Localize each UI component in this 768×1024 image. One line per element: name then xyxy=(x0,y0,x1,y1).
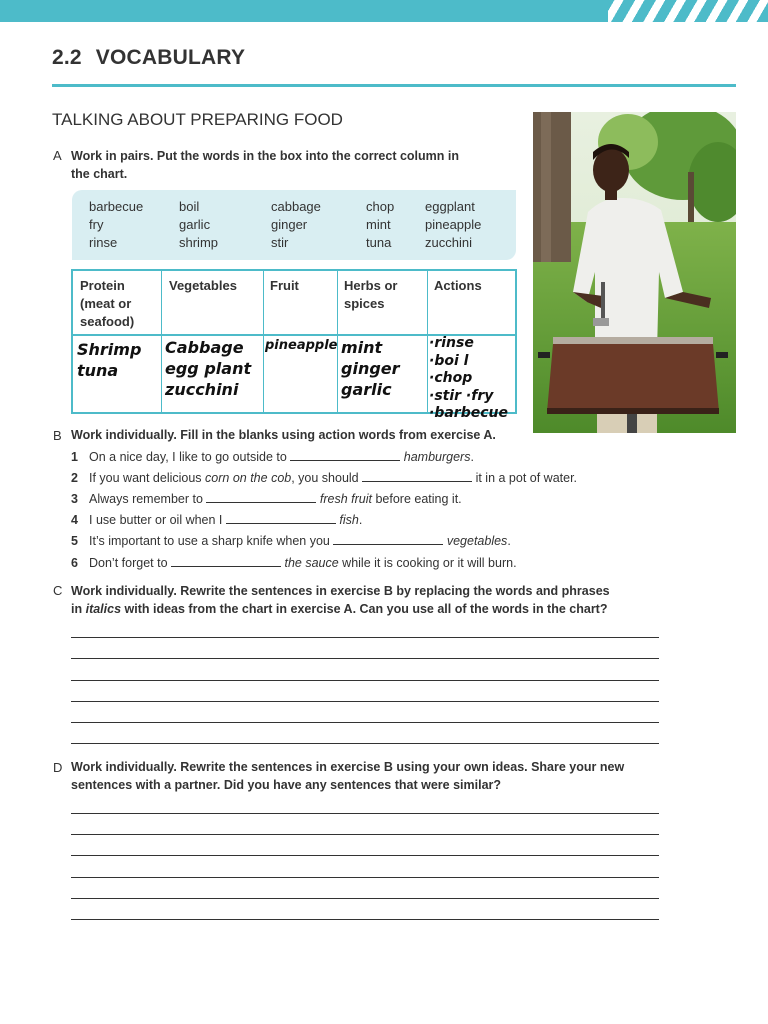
chart-header-line: Fruit xyxy=(270,278,299,293)
handwritten-vegetables xyxy=(165,337,251,400)
sentence-italic: hamburgers xyxy=(403,450,471,464)
chart-header-line: Herbs or xyxy=(344,278,398,293)
exercise-b-instruction: Work individually. Fill in the blanks using action words from exercise A. xyxy=(71,428,496,442)
sentence-number: 3 xyxy=(71,492,78,506)
answer-blank[interactable] xyxy=(206,490,316,503)
sentence-6 xyxy=(71,554,517,570)
word-tuna: tuna xyxy=(366,235,392,250)
sentence-text: while it is cooking or it will burn. xyxy=(338,556,517,570)
sentence-text: I use butter or oil when I xyxy=(89,513,226,527)
exercise-b-letter: B xyxy=(53,428,62,443)
sentence-number: 4 xyxy=(71,513,78,527)
sentence-number: 6 xyxy=(71,556,78,570)
chart-header-line: Actions xyxy=(434,278,482,293)
word-pineapple: pineapple xyxy=(425,217,482,232)
exercise-c-instruction-line-1: Work individually. Rewrite the sentences in exercise B by replacing the words and phrases xyxy=(71,584,610,598)
handwritten-answer: pineapple xyxy=(265,338,338,353)
sentence-text: . xyxy=(470,450,474,464)
handwritten-actions xyxy=(429,335,515,423)
exercise-d-instruction-line-2: sentences with a partner. Did you have any sentences that were similar? xyxy=(71,778,502,792)
sentence-text: . xyxy=(358,513,363,527)
chart-header-line: spices xyxy=(344,296,385,311)
title-rule xyxy=(52,84,736,87)
chart-header-fruit xyxy=(270,277,299,295)
writing-line[interactable] xyxy=(71,658,659,659)
handwritten-answer: ·boi l ·chop xyxy=(429,352,473,386)
sentence-italic: vegetables xyxy=(446,534,508,548)
chart-header-line: Vegetables xyxy=(169,278,237,293)
instruction-italic: italics xyxy=(85,602,122,616)
sentence-text: it in a pot of water. xyxy=(472,471,578,485)
chart-divider xyxy=(427,271,428,412)
chart-header-line: (meat or xyxy=(80,296,132,311)
sentence-text: , you should xyxy=(291,471,363,485)
section-title xyxy=(52,46,245,70)
handwritten-answer: ·rinse xyxy=(429,335,474,351)
top-banner xyxy=(0,0,768,22)
word-boil: boil xyxy=(179,199,200,214)
page-subtitle: TALKING ABOUT PREPARING FOOD xyxy=(52,110,343,129)
word-garlic: garlic xyxy=(179,217,211,232)
instruction-text: with ideas from the chart in exercise A. Can you use all of the words in the chart? xyxy=(121,602,608,616)
sentence-5 xyxy=(71,532,511,548)
handwritten-answer: Cabbage xyxy=(165,338,244,357)
sentence-1 xyxy=(71,448,474,464)
writing-line[interactable] xyxy=(71,743,659,744)
exercise-d-instruction xyxy=(71,758,624,794)
answer-blank[interactable] xyxy=(362,469,472,482)
exercise-d-letter: D xyxy=(53,760,63,775)
chart-divider xyxy=(263,271,264,412)
word-chop: chop xyxy=(366,199,395,214)
sentence-3 xyxy=(71,490,462,506)
writing-line[interactable] xyxy=(71,637,659,638)
exercise-a-instruction-line-2: the chart. xyxy=(71,167,128,181)
sentence-number: 1 xyxy=(71,450,78,464)
answer-blank[interactable] xyxy=(333,532,443,545)
word-shrimp: shrimp xyxy=(179,235,219,250)
sentence-number: 2 xyxy=(71,471,78,485)
sentence-italic: corn on the cob xyxy=(205,471,292,485)
handwritten-answer: tuna xyxy=(77,361,119,380)
answer-blank[interactable] xyxy=(290,448,400,461)
exercise-c-instruction-line-2 xyxy=(71,600,610,618)
answer-blank[interactable] xyxy=(226,511,336,524)
sentence-text: It’s important to use a sharp knife when you xyxy=(89,534,334,548)
exercise-c-letter: C xyxy=(53,583,63,598)
word-rinse: rinse xyxy=(89,235,118,250)
word-stir: stir xyxy=(271,235,289,250)
word-barbecue: barbecue xyxy=(89,199,144,214)
word-zucchini: zucchini xyxy=(425,235,472,250)
handwritten-herbs xyxy=(341,337,400,400)
instruction-text: in xyxy=(71,602,86,616)
section-number: 2.2 xyxy=(52,46,82,69)
handwritten-answer: ·barbecue xyxy=(429,405,508,421)
sentence-text: Don’t forget to xyxy=(89,556,171,570)
chart-header-line: Protein xyxy=(80,278,125,293)
word-eggplant: eggplant xyxy=(425,199,475,214)
exercise-a-instruction-line-1: Work in pairs. Put the words in the box into the correct column in xyxy=(71,149,460,163)
sentence-number: 5 xyxy=(71,534,78,548)
writing-line[interactable] xyxy=(71,813,659,814)
chart-header-herbs xyxy=(344,277,397,313)
handwritten-answer: Shrimp xyxy=(77,340,142,359)
word-cabbage: cabbage xyxy=(271,199,321,214)
sentence-text: On a nice day, I like to go outside to xyxy=(89,450,291,464)
word-fry: fry xyxy=(89,217,104,232)
chart-header-protein xyxy=(80,277,134,331)
chart-header-vegetables xyxy=(169,277,237,295)
word-box xyxy=(72,190,516,260)
sentence-text: Always remember to xyxy=(89,492,207,506)
handwritten-answer: ·stir ·fry xyxy=(429,387,494,404)
sentence-italic: fresh fruit xyxy=(319,492,372,506)
handwritten-protein xyxy=(77,339,141,381)
word-mint: mint xyxy=(366,217,391,232)
exercise-d-instruction-line-1: Work individually. Rewrite the sentences in exercise B using your own ideas. Share your new xyxy=(71,760,625,774)
sentence-italic: the sauce xyxy=(284,556,339,570)
writing-line[interactable] xyxy=(71,877,659,878)
writing-line[interactable] xyxy=(71,722,659,723)
exercise-c-instruction xyxy=(71,582,610,618)
sentence-2 xyxy=(71,469,577,485)
sentence-text: If you want delicious xyxy=(89,471,206,485)
sentence-text: before eating it. xyxy=(372,492,462,506)
chart-header-line: seafood) xyxy=(80,314,135,329)
writing-line[interactable] xyxy=(71,680,659,681)
word-ginger: ginger xyxy=(271,217,308,232)
writing-line[interactable] xyxy=(71,919,659,920)
banner-stripes xyxy=(608,0,768,22)
handwritten-answer: zucchini xyxy=(165,380,239,399)
writing-line[interactable] xyxy=(71,855,659,856)
vocabulary-chart xyxy=(71,269,517,421)
exercise-a-letter: A xyxy=(53,148,62,163)
writing-line[interactable] xyxy=(71,834,659,835)
sentence-text: . xyxy=(507,534,511,548)
writing-line[interactable] xyxy=(71,701,659,702)
exercise-a-instruction xyxy=(71,147,459,183)
barbecue-photo xyxy=(533,112,736,433)
handwritten-answer: ginger xyxy=(341,359,400,378)
handwritten-answer: garlic xyxy=(341,380,392,399)
chart-divider xyxy=(161,271,162,412)
chart-header-actions xyxy=(434,277,482,295)
handwritten-answer: egg plant xyxy=(165,359,252,378)
section-heading: VOCABULARY xyxy=(95,46,246,69)
sentence-italic: fish xyxy=(339,513,359,527)
writing-line[interactable] xyxy=(71,898,659,899)
answer-blank[interactable] xyxy=(171,554,281,567)
handwritten-answer: mint xyxy=(341,338,383,357)
handwritten-fruit xyxy=(265,335,338,356)
sentence-4 xyxy=(71,511,362,527)
